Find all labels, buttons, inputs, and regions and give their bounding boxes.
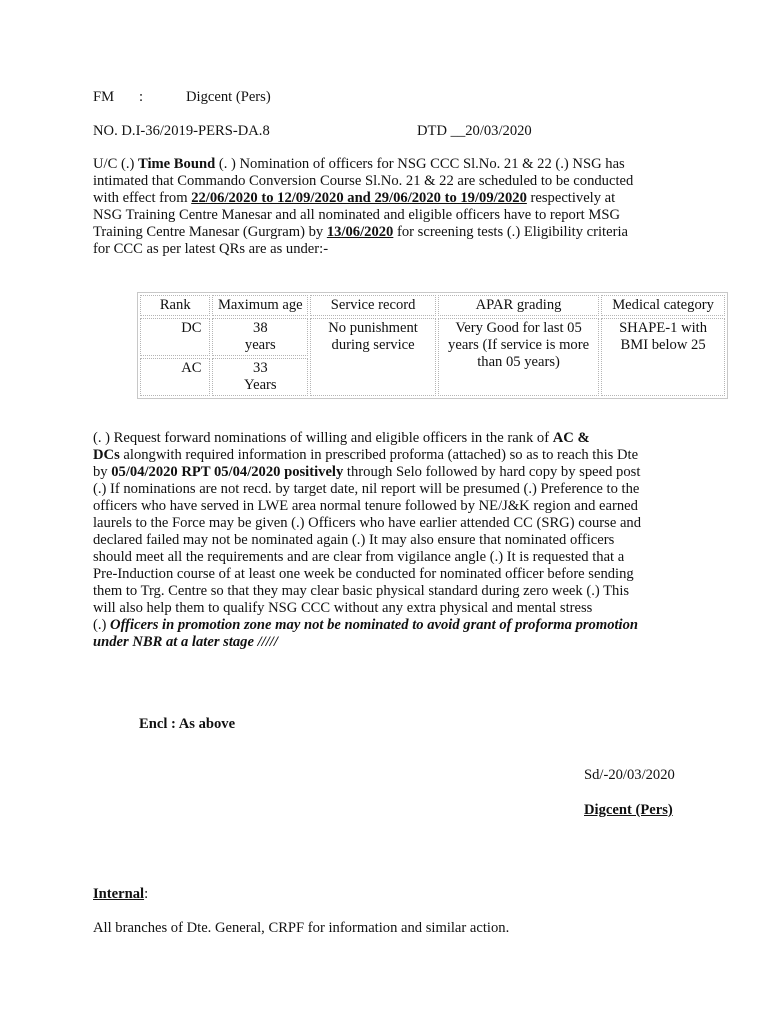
intro-paragraph xyxy=(93,156,693,258)
body-text: (. ) Request forward nominations of willing and eligible officers in the rank of xyxy=(93,430,553,446)
body-line: officers who have served in LWE area normal tenure followed by NE/J&K region and earned xyxy=(93,498,638,514)
promotion-warning: Officers in promotion zone may not be nominated to avoid grant of proforma promotion xyxy=(110,617,639,633)
table-header-row xyxy=(140,295,725,316)
body-text: alongwith required information in prescribed proforma (attached) so as to reach this Dte xyxy=(119,447,639,463)
internal-label: Internal xyxy=(93,886,145,902)
age-unit: years xyxy=(244,337,276,353)
header-apar-grading: APAR grading xyxy=(438,295,599,316)
body-line: declared failed may not be nominated again (.) It may also ensure that nominated officers xyxy=(93,532,615,548)
medical-text: BMI below 25 xyxy=(620,337,706,353)
dated: DTD __20/03/2020 xyxy=(417,123,532,139)
internal-colon: : xyxy=(144,886,149,902)
body-line: should meet all the requirements and are clear from vigilance angle (.) It is requested that a xyxy=(93,549,625,565)
time-bound-label: Time Bound xyxy=(138,156,216,172)
body-text: (.) xyxy=(93,617,111,633)
intro-text: U/C (.) xyxy=(93,156,138,172)
intro-text: with effect from xyxy=(93,190,192,206)
header-medical-category: Medical category xyxy=(601,295,725,316)
intro-text: (. ) Nomination of officers for NSG CCC Sl.No. 21 & 22 (.) NSG has xyxy=(215,156,625,172)
age-unit: Years xyxy=(244,377,277,393)
enclosure-note: Encl : As above xyxy=(139,716,236,732)
body-line xyxy=(93,447,693,464)
body-line: (.) If nominations are not recd. by target date, nil report will be presumed (.) Preference to the xyxy=(93,481,640,497)
intro-line xyxy=(93,156,693,173)
body-text: through Selo followed by hard copy by speed post xyxy=(343,464,641,480)
age-value: 38 xyxy=(253,320,268,336)
signature-date: Sd/-20/03/2020 xyxy=(584,767,675,783)
report-date: 13/06/2020 xyxy=(326,224,394,240)
header-max-age: Maximum age xyxy=(212,295,308,316)
apar-cell xyxy=(438,318,599,396)
from-label: FM xyxy=(93,89,115,105)
request-paragraph xyxy=(93,430,693,651)
apar-text: years (If service is more xyxy=(448,337,590,353)
age-value: 33 xyxy=(253,360,268,376)
medical-text: SHAPE-1 with xyxy=(619,320,708,336)
rank-cell: AC xyxy=(140,358,210,396)
reference-number: NO. D.I-36/2019-PERS-DA.8 xyxy=(93,123,270,139)
promotion-warning: under NBR at a later stage ///// xyxy=(93,634,278,650)
body-text: by xyxy=(93,464,112,480)
intro-text: for screening tests (.) Eligibility criteria xyxy=(393,224,628,240)
service-text: during service xyxy=(331,337,415,353)
medical-cell xyxy=(601,318,725,396)
body-line: laurels to the Force may be given (.) Officers who have earlier attended CC (SRG) course and xyxy=(93,515,642,531)
rank-cell: DC xyxy=(140,318,210,356)
internal-distribution: All branches of Dte. General, CRPF for information and similar action. xyxy=(93,920,510,936)
intro-text: respectively at xyxy=(526,190,616,206)
table-row xyxy=(140,318,725,356)
intro-line: intimated that Commando Conversion Course Sl.No. 21 & 22 are scheduled to be conducted xyxy=(93,173,634,189)
intro-text: Training Centre Manesar (Gurgram) by xyxy=(93,224,327,240)
body-line: Pre-Induction course of at least one week be conducted for nominated officer before sending xyxy=(93,566,634,582)
age-cell xyxy=(212,358,308,396)
intro-line xyxy=(93,190,693,207)
body-line: them to Trg. Centre so that they may clear basic physical standard during zero week (.) This xyxy=(93,583,630,599)
signatory-name: Digcent (Pers) xyxy=(584,802,673,818)
apar-text: Very Good for last 05 xyxy=(455,320,582,336)
intro-line xyxy=(93,224,693,241)
header-rank: Rank xyxy=(140,295,210,316)
body-line xyxy=(93,464,693,481)
service-text: No punishment xyxy=(328,320,418,336)
header-service-record: Service record xyxy=(310,295,436,316)
rank-emphasis: AC & xyxy=(552,430,590,446)
from-value: Digcent (Pers) xyxy=(186,89,271,105)
body-line: will also help them to qualify NSG CCC without any extra physical and mental stress xyxy=(93,600,593,616)
course-dates: 22/06/2020 to 12/09/2020 and 29/06/2020 to 19/09/2020 xyxy=(191,190,527,206)
eligibility-table xyxy=(137,292,728,399)
intro-line: for CCC as per latest QRs are as under:- xyxy=(93,241,329,257)
body-line xyxy=(93,430,693,447)
service-record-cell xyxy=(310,318,436,396)
internal-heading xyxy=(93,886,148,903)
deadline-emphasis: 05/04/2020 RPT 05/04/2020 positively xyxy=(111,464,344,480)
from-colon: : xyxy=(139,89,144,105)
intro-line: NSG Training Centre Manesar and all nominated and eligible officers have to report MSG xyxy=(93,207,621,223)
age-cell xyxy=(212,318,308,356)
rank-emphasis: DCs xyxy=(93,447,120,463)
body-line xyxy=(93,617,693,634)
apar-text: than 05 years) xyxy=(477,354,560,370)
